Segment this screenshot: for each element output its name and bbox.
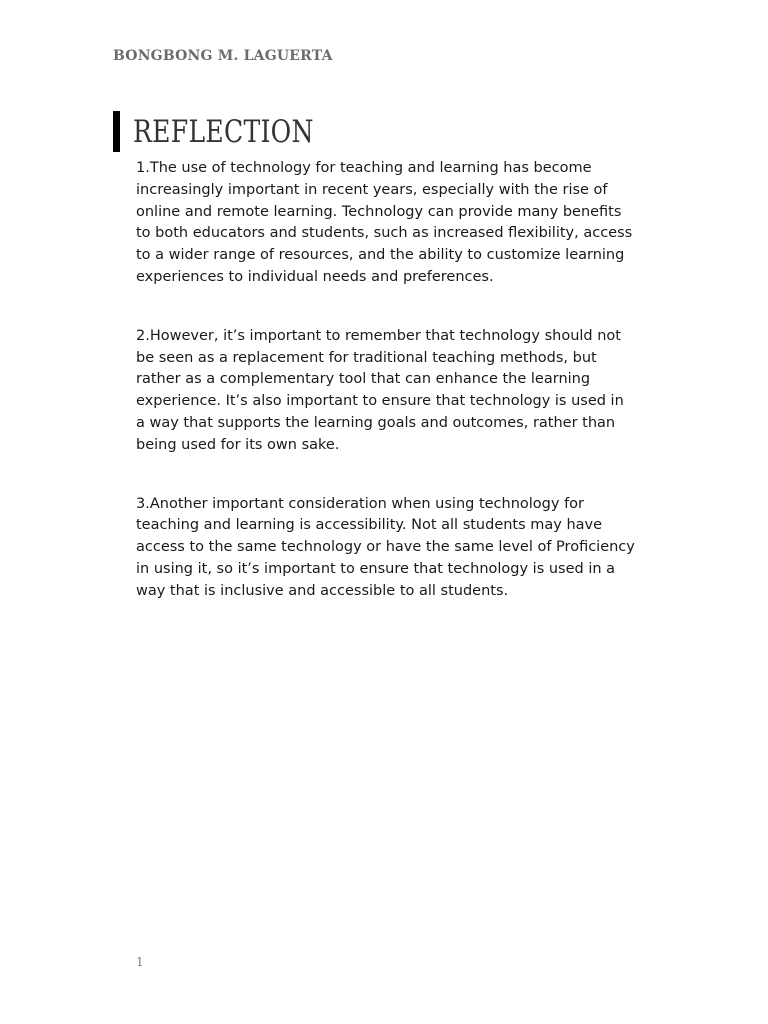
heading-accent-bar (113, 111, 120, 152)
page-number: 1 (136, 955, 144, 969)
paragraph-3: 3.Another important consideration when using technology for teaching and learning is accessibility. Not all students may have access to the same technology or have the same level of Proficiency in using it, so it’s important to ensure that technology is used in a way that is inclusive and accessible to all students. (136, 495, 635, 599)
document-body (136, 158, 676, 603)
paragraph-2: 2.However, it’s important to remember that technology should not be seen as a replacement for traditional teaching methods, but rather as a complementary tool that can enhance the learning experience. It’s also important to ensure that technology is used in a way that supports the learning goals and outcomes, rather than being used for its own sake. (136, 327, 624, 453)
paragraph-1: 1.The use of technology for teaching and learning has become increasingly important in recent years, especially with the rise of online and remote learning. Technology can provide many benefits to both educators and students, such as increased flexibility, access to a wider range of resources, and the ability to customize learning experiences to individual needs and preferences. (136, 160, 633, 285)
author-name-header: BONGBONG M. LAGUERTA (113, 48, 333, 64)
section-heading: REFLECTION (133, 114, 314, 150)
